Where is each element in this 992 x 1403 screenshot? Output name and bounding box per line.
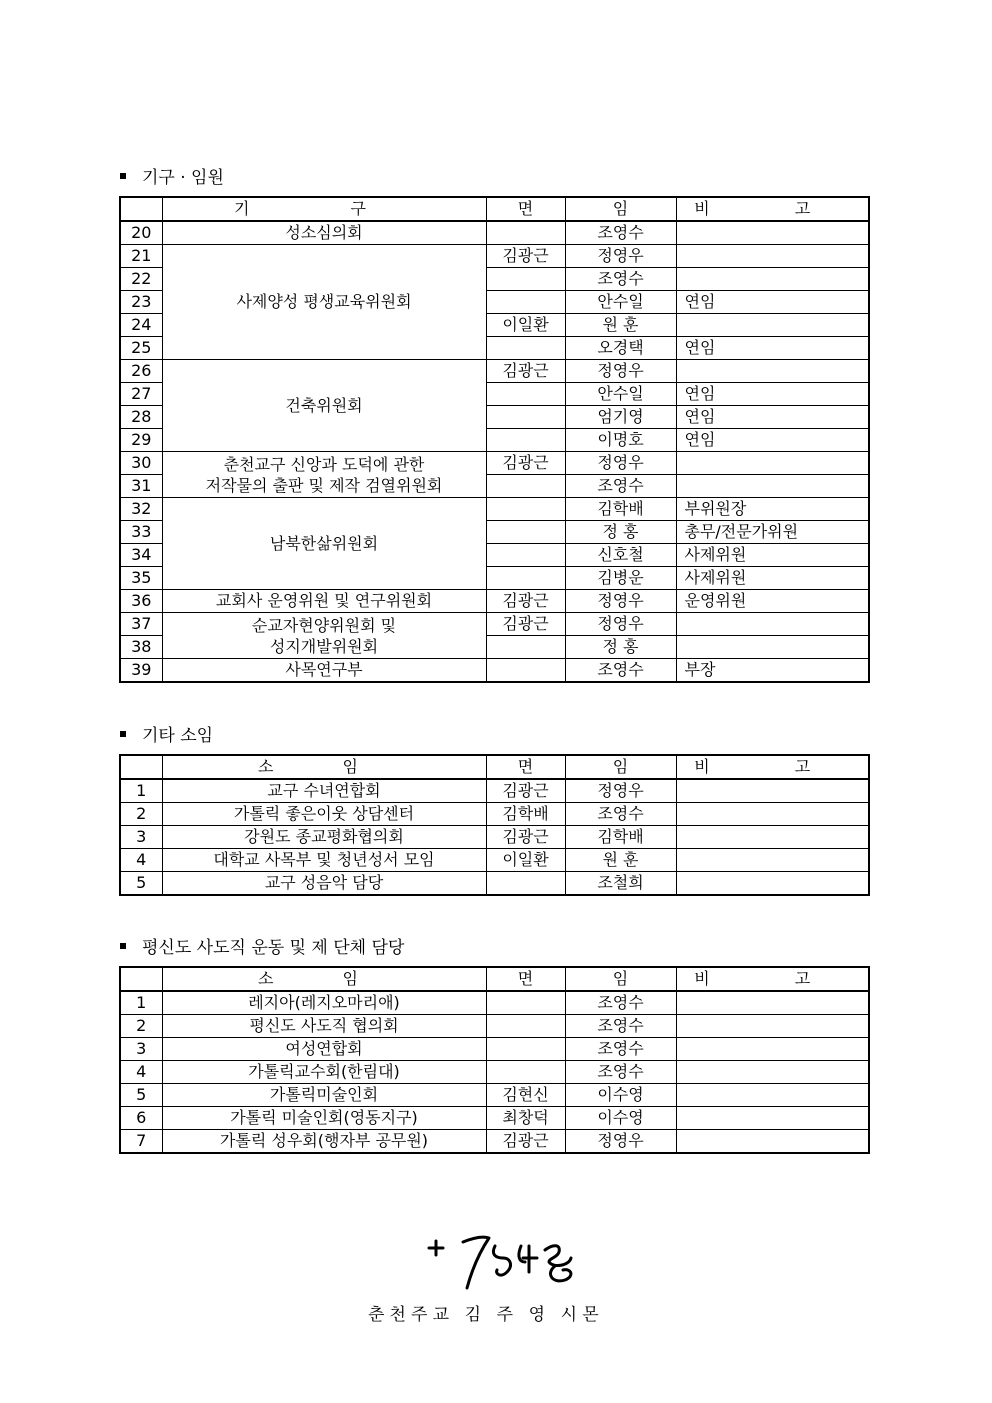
row-number: 28 bbox=[120, 406, 162, 429]
myeon-cell: 김광근 bbox=[486, 360, 565, 383]
row-number: 4 bbox=[120, 1061, 162, 1084]
im-cell: 조영수 bbox=[565, 803, 676, 826]
table-row bbox=[120, 803, 869, 826]
note-cell bbox=[676, 245, 869, 268]
im-cell: 조영수 bbox=[565, 1061, 676, 1084]
table-row bbox=[120, 1130, 869, 1154]
myeon-cell: 이일환 bbox=[486, 314, 565, 337]
row-number: 22 bbox=[120, 268, 162, 291]
row-number: 5 bbox=[120, 872, 162, 896]
table-row bbox=[120, 779, 869, 803]
row-number: 36 bbox=[120, 590, 162, 613]
org-cell: 가톨릭미술인회 bbox=[162, 1084, 486, 1107]
org-cell: 성소심의회 bbox=[162, 221, 486, 245]
myeon-cell: 김학배 bbox=[486, 803, 565, 826]
row-number: 26 bbox=[120, 360, 162, 383]
org-cell: 강원도 종교평화협의회 bbox=[162, 826, 486, 849]
myeon-cell bbox=[486, 498, 565, 521]
im-cell: 안수일 bbox=[565, 291, 676, 314]
org-cell: 건축위원회 bbox=[162, 360, 486, 452]
im-cell: 정영우 bbox=[565, 360, 676, 383]
note-cell bbox=[676, 268, 869, 291]
signature-cross bbox=[429, 1241, 443, 1255]
bullet-icon bbox=[120, 943, 126, 949]
table-row bbox=[120, 1084, 869, 1107]
signature-line: 춘천주교 김 주 영 시몬 bbox=[368, 1305, 604, 1325]
im-cell: 원 훈 bbox=[565, 314, 676, 337]
table-row bbox=[120, 872, 869, 896]
myeon-cell bbox=[486, 1038, 565, 1061]
note-cell: 연임 bbox=[676, 429, 869, 452]
row-number: 20 bbox=[120, 221, 162, 245]
note-cell bbox=[676, 779, 869, 803]
im-cell: 원 훈 bbox=[565, 849, 676, 872]
org-line: 성지개발위원회 bbox=[269, 636, 379, 656]
row-number: 31 bbox=[120, 475, 162, 498]
note-cell bbox=[676, 613, 869, 636]
row-number: 38 bbox=[120, 636, 162, 659]
im-cell: 조영수 bbox=[565, 659, 676, 683]
note-cell bbox=[676, 1084, 869, 1107]
row-number: 24 bbox=[120, 314, 162, 337]
im-cell: 조철희 bbox=[565, 872, 676, 896]
myeon-cell bbox=[486, 521, 565, 544]
myeon-cell bbox=[486, 291, 565, 314]
org-line: 저작물의 출판 및 제작 검열위원회 bbox=[205, 475, 443, 495]
header-cell: 비 고 bbox=[676, 755, 869, 779]
row-number: 1 bbox=[120, 779, 162, 803]
myeon-cell: 김광근 bbox=[486, 826, 565, 849]
row-number: 27 bbox=[120, 383, 162, 406]
org-cell: 사제양성 평생교육위원회 bbox=[162, 245, 486, 360]
row-number: 30 bbox=[120, 452, 162, 475]
row-number: 2 bbox=[120, 1015, 162, 1038]
row-number: 21 bbox=[120, 245, 162, 268]
row-number: 29 bbox=[120, 429, 162, 452]
myeon-cell bbox=[486, 337, 565, 360]
table-header bbox=[120, 755, 869, 779]
org-cell: 여성연합회 bbox=[162, 1038, 486, 1061]
org-cell: 교구 수녀연합회 bbox=[162, 779, 486, 803]
note-cell bbox=[676, 360, 869, 383]
handwritten-signature bbox=[425, 1228, 625, 1298]
table-header bbox=[120, 967, 869, 991]
note-cell bbox=[676, 636, 869, 659]
table-row bbox=[120, 1061, 869, 1084]
bullet-icon bbox=[120, 173, 126, 179]
org-cell: 가톨릭교수회(한림대) bbox=[162, 1061, 486, 1084]
header-cell: 면 bbox=[486, 755, 565, 779]
myeon-cell: 김광근 bbox=[486, 590, 565, 613]
myeon-cell bbox=[486, 567, 565, 590]
table-row bbox=[120, 991, 869, 1015]
section1-table bbox=[119, 196, 870, 683]
im-cell: 오경택 bbox=[565, 337, 676, 360]
header-cell bbox=[120, 755, 162, 779]
row-number: 32 bbox=[120, 498, 162, 521]
header-cell: 기 구 bbox=[162, 197, 486, 221]
table-row bbox=[120, 1015, 869, 1038]
signature-stroke bbox=[463, 1237, 489, 1288]
myeon-cell bbox=[486, 1061, 565, 1084]
row-number: 3 bbox=[120, 826, 162, 849]
myeon-cell: 김광근 bbox=[486, 613, 565, 636]
row-number: 2 bbox=[120, 803, 162, 826]
note-cell bbox=[676, 1130, 869, 1154]
table-row bbox=[120, 245, 869, 268]
note-cell: 연임 bbox=[676, 337, 869, 360]
table-row bbox=[120, 1038, 869, 1061]
myeon-cell bbox=[486, 429, 565, 452]
note-cell: 부위원장 bbox=[676, 498, 869, 521]
im-cell: 정영우 bbox=[565, 590, 676, 613]
myeon-cell bbox=[486, 268, 565, 291]
row-number: 6 bbox=[120, 1107, 162, 1130]
myeon-cell bbox=[486, 991, 565, 1015]
myeon-cell: 김광근 bbox=[486, 452, 565, 475]
header-cell: 면 bbox=[486, 197, 565, 221]
note-cell bbox=[676, 1061, 869, 1084]
im-cell: 김학배 bbox=[565, 498, 676, 521]
im-cell: 김학배 bbox=[565, 826, 676, 849]
note-cell bbox=[676, 1015, 869, 1038]
note-cell bbox=[676, 872, 869, 896]
header-cell: 비 고 bbox=[676, 967, 869, 991]
im-cell: 엄기영 bbox=[565, 406, 676, 429]
org-cell bbox=[162, 452, 486, 498]
table-header bbox=[120, 197, 869, 221]
im-cell: 신호철 bbox=[565, 544, 676, 567]
im-cell: 정영우 bbox=[565, 452, 676, 475]
table-row bbox=[120, 360, 869, 383]
note-cell bbox=[676, 314, 869, 337]
im-cell: 김병운 bbox=[565, 567, 676, 590]
im-cell: 조영수 bbox=[565, 221, 676, 245]
org-cell: 가톨릭 좋은이웃 상담센터 bbox=[162, 803, 486, 826]
row-number: 39 bbox=[120, 659, 162, 683]
org-cell: 대학교 사목부 및 청년성서 모임 bbox=[162, 849, 486, 872]
org-cell: 남북한삶위원회 bbox=[162, 498, 486, 590]
im-cell: 정 홍 bbox=[565, 521, 676, 544]
note-cell bbox=[676, 452, 869, 475]
myeon-cell bbox=[486, 636, 565, 659]
org-cell: 가톨릭 미술인회(영동지구) bbox=[162, 1107, 486, 1130]
org-cell: 평신도 사도직 협의회 bbox=[162, 1015, 486, 1038]
myeon-cell bbox=[486, 544, 565, 567]
im-cell: 조영수 bbox=[565, 268, 676, 291]
im-cell: 조영수 bbox=[565, 1038, 676, 1061]
section2-heading bbox=[120, 721, 213, 746]
myeon-cell bbox=[486, 475, 565, 498]
org-line: 순교자현양위원회 및 bbox=[251, 615, 397, 635]
myeon-cell bbox=[486, 1015, 565, 1038]
signature-stroke bbox=[545, 1246, 571, 1281]
note-cell bbox=[676, 475, 869, 498]
note-cell: 사제위원 bbox=[676, 544, 869, 567]
im-cell: 정영우 bbox=[565, 245, 676, 268]
im-cell: 안수일 bbox=[565, 383, 676, 406]
myeon-cell: 김현신 bbox=[486, 1084, 565, 1107]
myeon-cell: 최창덕 bbox=[486, 1107, 565, 1130]
section2-table bbox=[119, 754, 870, 896]
table-row bbox=[120, 849, 869, 872]
table-row bbox=[120, 221, 869, 245]
row-number: 23 bbox=[120, 291, 162, 314]
table-row bbox=[120, 613, 869, 636]
note-cell: 운영위원 bbox=[676, 590, 869, 613]
note-cell bbox=[676, 803, 869, 826]
section1-title: 기구 · 임원 bbox=[142, 168, 224, 188]
im-cell: 이수영 bbox=[565, 1107, 676, 1130]
row-number: 34 bbox=[120, 544, 162, 567]
im-cell: 정영우 bbox=[565, 613, 676, 636]
im-cell: 조영수 bbox=[565, 475, 676, 498]
header-cell: 소 임 bbox=[162, 967, 486, 991]
note-cell bbox=[676, 1107, 869, 1130]
im-cell: 이명호 bbox=[565, 429, 676, 452]
org-cell: 사목연구부 bbox=[162, 659, 486, 683]
org-cell: 교구 성음악 담당 bbox=[162, 872, 486, 896]
header-cell bbox=[120, 197, 162, 221]
row-number: 4 bbox=[120, 849, 162, 872]
signature-stroke bbox=[493, 1246, 510, 1275]
note-cell bbox=[676, 991, 869, 1015]
myeon-cell: 김광근 bbox=[486, 779, 565, 803]
bullet-icon bbox=[120, 731, 126, 737]
header-cell: 소 임 bbox=[162, 755, 486, 779]
row-number: 35 bbox=[120, 567, 162, 590]
header-cell: 비 고 bbox=[676, 197, 869, 221]
row-number: 5 bbox=[120, 1084, 162, 1107]
header-cell: 면 bbox=[486, 967, 565, 991]
myeon-cell bbox=[486, 406, 565, 429]
org-line: 춘천교구 신앙과 도덕에 관한 bbox=[223, 454, 425, 474]
section3-heading bbox=[120, 933, 404, 958]
org-cell: 교회사 운영위원 및 연구위원회 bbox=[162, 590, 486, 613]
section3-table bbox=[119, 966, 870, 1154]
row-number: 7 bbox=[120, 1130, 162, 1154]
header-cell: 임 bbox=[565, 197, 676, 221]
row-number: 25 bbox=[120, 337, 162, 360]
myeon-cell bbox=[486, 872, 565, 896]
table-row bbox=[120, 659, 869, 683]
myeon-cell bbox=[486, 659, 565, 683]
org-cell: 가톨릭 성우회(행자부 공무원) bbox=[162, 1130, 486, 1154]
myeon-cell: 김광근 bbox=[486, 245, 565, 268]
section2-title: 기타 소임 bbox=[142, 726, 214, 746]
table-row bbox=[120, 590, 869, 613]
note-cell bbox=[676, 221, 869, 245]
table-row bbox=[120, 452, 869, 475]
im-cell: 정 홍 bbox=[565, 636, 676, 659]
im-cell: 조영수 bbox=[565, 991, 676, 1015]
row-number: 33 bbox=[120, 521, 162, 544]
table-row bbox=[120, 498, 869, 521]
note-cell: 연임 bbox=[676, 383, 869, 406]
note-cell: 연임 bbox=[676, 406, 869, 429]
row-number: 3 bbox=[120, 1038, 162, 1061]
header-cell: 임 bbox=[565, 967, 676, 991]
im-cell: 조영수 bbox=[565, 1015, 676, 1038]
note-cell: 부장 bbox=[676, 659, 869, 683]
section1-heading bbox=[120, 163, 224, 188]
org-cell: 레지아(레지오마리애) bbox=[162, 991, 486, 1015]
im-cell: 정영우 bbox=[565, 1130, 676, 1154]
header-cell: 임 bbox=[565, 755, 676, 779]
table-row bbox=[120, 1107, 869, 1130]
myeon-cell bbox=[486, 221, 565, 245]
org-cell bbox=[162, 613, 486, 659]
im-cell: 정영우 bbox=[565, 779, 676, 803]
note-cell: 연임 bbox=[676, 291, 869, 314]
note-cell: 총무/전문가위원 bbox=[676, 521, 869, 544]
section3-title: 평신도 사도직 운동 및 제 단체 담당 bbox=[142, 938, 405, 958]
header-cell bbox=[120, 967, 162, 991]
myeon-cell: 김광근 bbox=[486, 1130, 565, 1154]
im-cell: 이수영 bbox=[565, 1084, 676, 1107]
row-number: 37 bbox=[120, 613, 162, 636]
row-number: 1 bbox=[120, 991, 162, 1015]
note-cell bbox=[676, 849, 869, 872]
myeon-cell: 이일환 bbox=[486, 849, 565, 872]
note-cell bbox=[676, 1038, 869, 1061]
table-row bbox=[120, 826, 869, 849]
myeon-cell bbox=[486, 383, 565, 406]
note-cell bbox=[676, 826, 869, 849]
note-cell: 사제위원 bbox=[676, 567, 869, 590]
signature-stroke bbox=[519, 1246, 537, 1272]
